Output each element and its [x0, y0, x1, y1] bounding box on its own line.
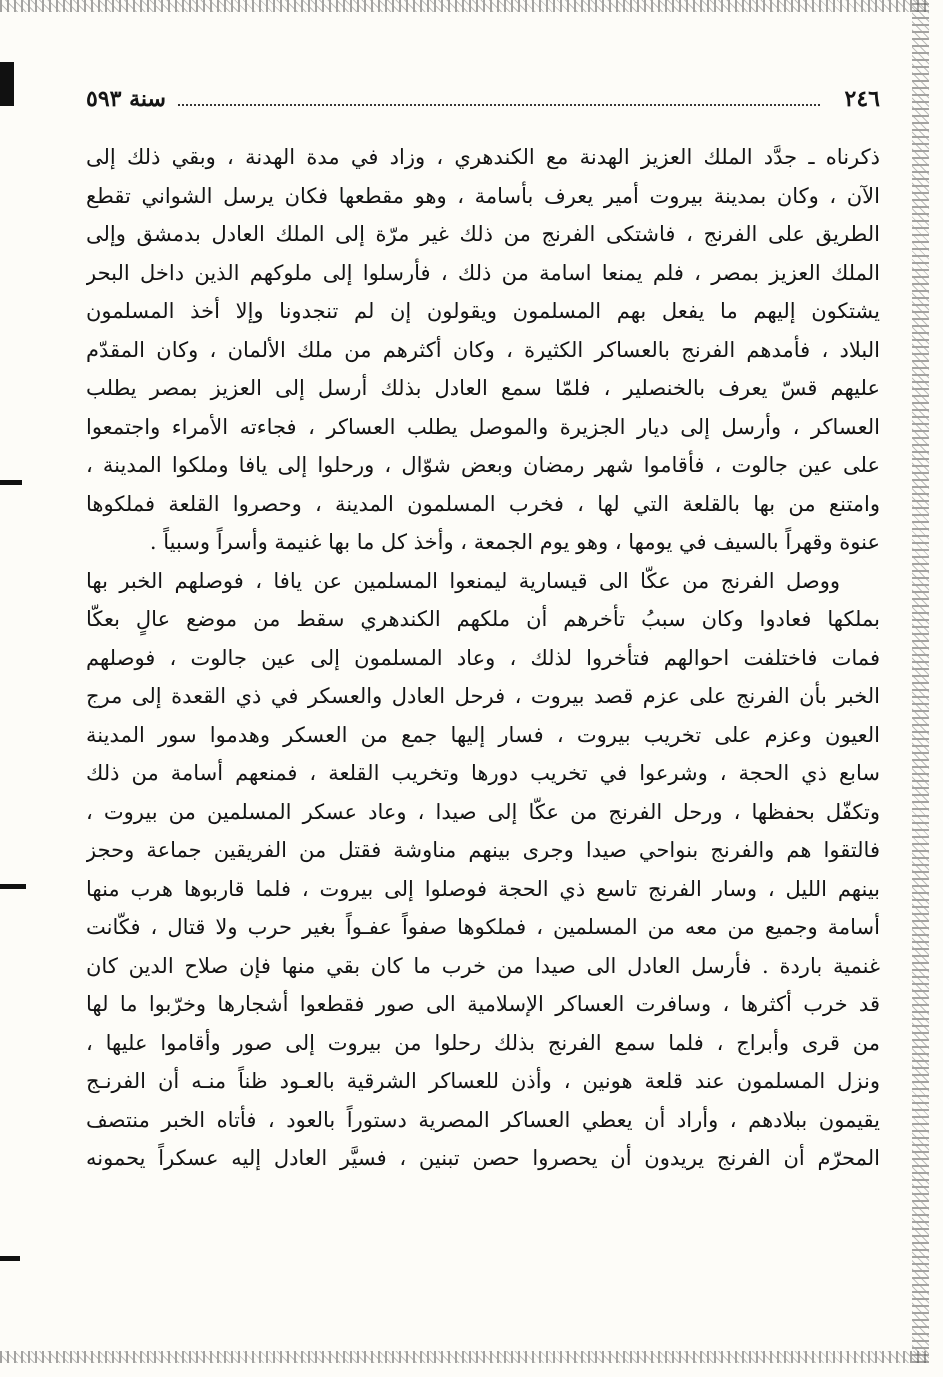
scan-edge-mark: [0, 62, 14, 106]
scan-edge-mark: [0, 1256, 20, 1261]
text-line: الآن ، وكان بمدينة بيروت أمير يعرف بأسامة ، وهو مقطعها فكان يرسل الشواني تقطع: [86, 183, 880, 208]
paragraph-1: [86, 138, 880, 562]
text-line: وتكفّل بحفظها ، ورحل الفرنج من عكّا إلى صيدا ، وعاد عسكر المسلمين من بيروت ،: [86, 799, 880, 824]
border-bottom-decoration: [0, 1351, 929, 1363]
text-line: عنوة وقهراً بالسيف في يومها ، وهو يوم الجمعة ، وأخذ كل ما بها غنيمة وأسراً وسبياً .: [149, 530, 880, 554]
text-line: بينهم الليل ، وسار الفرنج تاسع ذي الحجة فوصلوا إلى بيروت ، فلما قاربوها هرب منها: [86, 876, 880, 901]
text-line: الطريق على الفرنج ، فاشتكى الفرنج من ذلك غير مرّة إلى الملك العادل بدمشق وإلى: [86, 222, 880, 246]
text-line: عليهم قسّ يعرف بالخنصلير ، فلمّا سمع العادل بذلك أرسل إلى العزيز بمصر يطلب: [86, 376, 880, 400]
text-line: بملكها فعادوا وكان سببُ تأخرهم أن ملكهم الكندهري سقط من موضع عالٍ بعكّا: [86, 607, 880, 631]
text-line: يشتكون إليهم ما يفعل بهم المسلمون ويقولون إن لم تنجدونا وإلا أخذ المسلمون: [86, 299, 880, 323]
scan-edge-mark: [0, 480, 22, 485]
text-line: أسامة وجميع من معه من المسلمين ، فملكوها صفواً عفـواً بغير حرب ولا قتال ، فكّانت: [86, 915, 880, 939]
text-line: المحرّم أن الفرنج يريدون أن يحصروا حصن تبنين ، فسيَّر العادل إليه عسكراً يحمونه: [86, 1146, 880, 1170]
text-line: قد خرب أكثرها ، وسافرت العساكر الإسلامية الى صور فقطعوا أشجارها وخرّبوا ما لها: [86, 992, 880, 1016]
border-right-decoration: [912, 0, 929, 1363]
page-header: [86, 80, 880, 120]
text-line: ووصل الفرنج من عكّا الى قيسارية ليمنعوا المسلمين عن يافا ، فوصلهم الخبر بها: [86, 568, 840, 593]
running-title: سنة ٥٩٣: [86, 86, 166, 112]
text-line: الملك العزيز بمصر ، فلم يمنعا اسامة من ذلك ، فأرسلوا إلى ملوكهم الذين داخل البحر: [86, 260, 880, 285]
text-line: العيون وعزم على تخريب بيروت ، فسار إليها جمع من العسكر وهدموا سور المدينة: [86, 722, 880, 747]
header-dotted-rule: [178, 104, 820, 106]
text-line: ونزل المسلمون عند قلعة هونين ، وأذن للعساكر الشرقية بالعـود ظناً منـه أن الفرنـج: [86, 1069, 880, 1093]
body-text: [86, 138, 880, 1178]
text-line: العساكر ، وأرسل إلى ديار الجزيرة والموصل يطلب العساكر ، فجاءته الأمراء واجتمعوا: [86, 414, 880, 439]
text-line: ذكرناه ـ جدَّد الملك العزيز الهدنة مع الكندهري ، وزاد في مدة الهدنة ، وبقي ذلك إلى: [86, 145, 880, 169]
text-line: من قرى وأبراج ، فلما سمع الفرنج بذلك رحلوا من بيروت إلى صور وأقاموا عليها ،: [86, 1030, 880, 1055]
page-number: ٢٤٦: [844, 86, 880, 112]
scan-edge-mark: [0, 884, 26, 889]
paragraph-2: [86, 562, 880, 1178]
text-line: وامتنع من بها بالقلعة التي لها ، فخرب المسلمون المدينة ، وحصروا القلعة فملكوها: [86, 491, 880, 516]
text-line: سابع ذي الحجة ، وشرعوا في تخريب دورها وتخريب القلعة ، فمنعهم أسامة من ذلك: [86, 761, 880, 785]
text-line: على عين جالوت ، فأقاموا شهر رمضان وبعض شوّال ، ورحلوا إلى يافا وملكوا المدينة ،: [86, 453, 880, 477]
text-line: فالتقوا هم والفرنج بنواحي صيدا وجرى بينهم مناوشة فقتل من الفريقين جماعة وحجز: [86, 838, 880, 862]
text-line: فمات فاختلفت احوالهم فتأخروا لذلك ، وعاد المسلمون إلى عين جالوت ، فوصلهم: [86, 645, 880, 670]
text-line: غنمية باردة . فأرسل العادل الى صيدا من خرب ما كان بقي منها فإن صلاح الدين كان: [86, 953, 880, 978]
text-line: البلاد ، فأمدهم الفرنج بالعساكر الكثيرة ، وكان أكثرهم من ملك الألمان ، وكان المقدّم: [86, 337, 880, 362]
text-line: يقيمون ببلادهم ، وأراد أن يعطي العساكر المصرية دستوراً بالعود ، فأتاه الخبر منتصف: [86, 1107, 880, 1132]
border-top-decoration: [0, 0, 929, 12]
text-line: الخبر بأن الفرنج على عزم قصد بيروت ، فرحل العادل والعسكر في ذي القعدة إلى مرج: [86, 684, 880, 708]
